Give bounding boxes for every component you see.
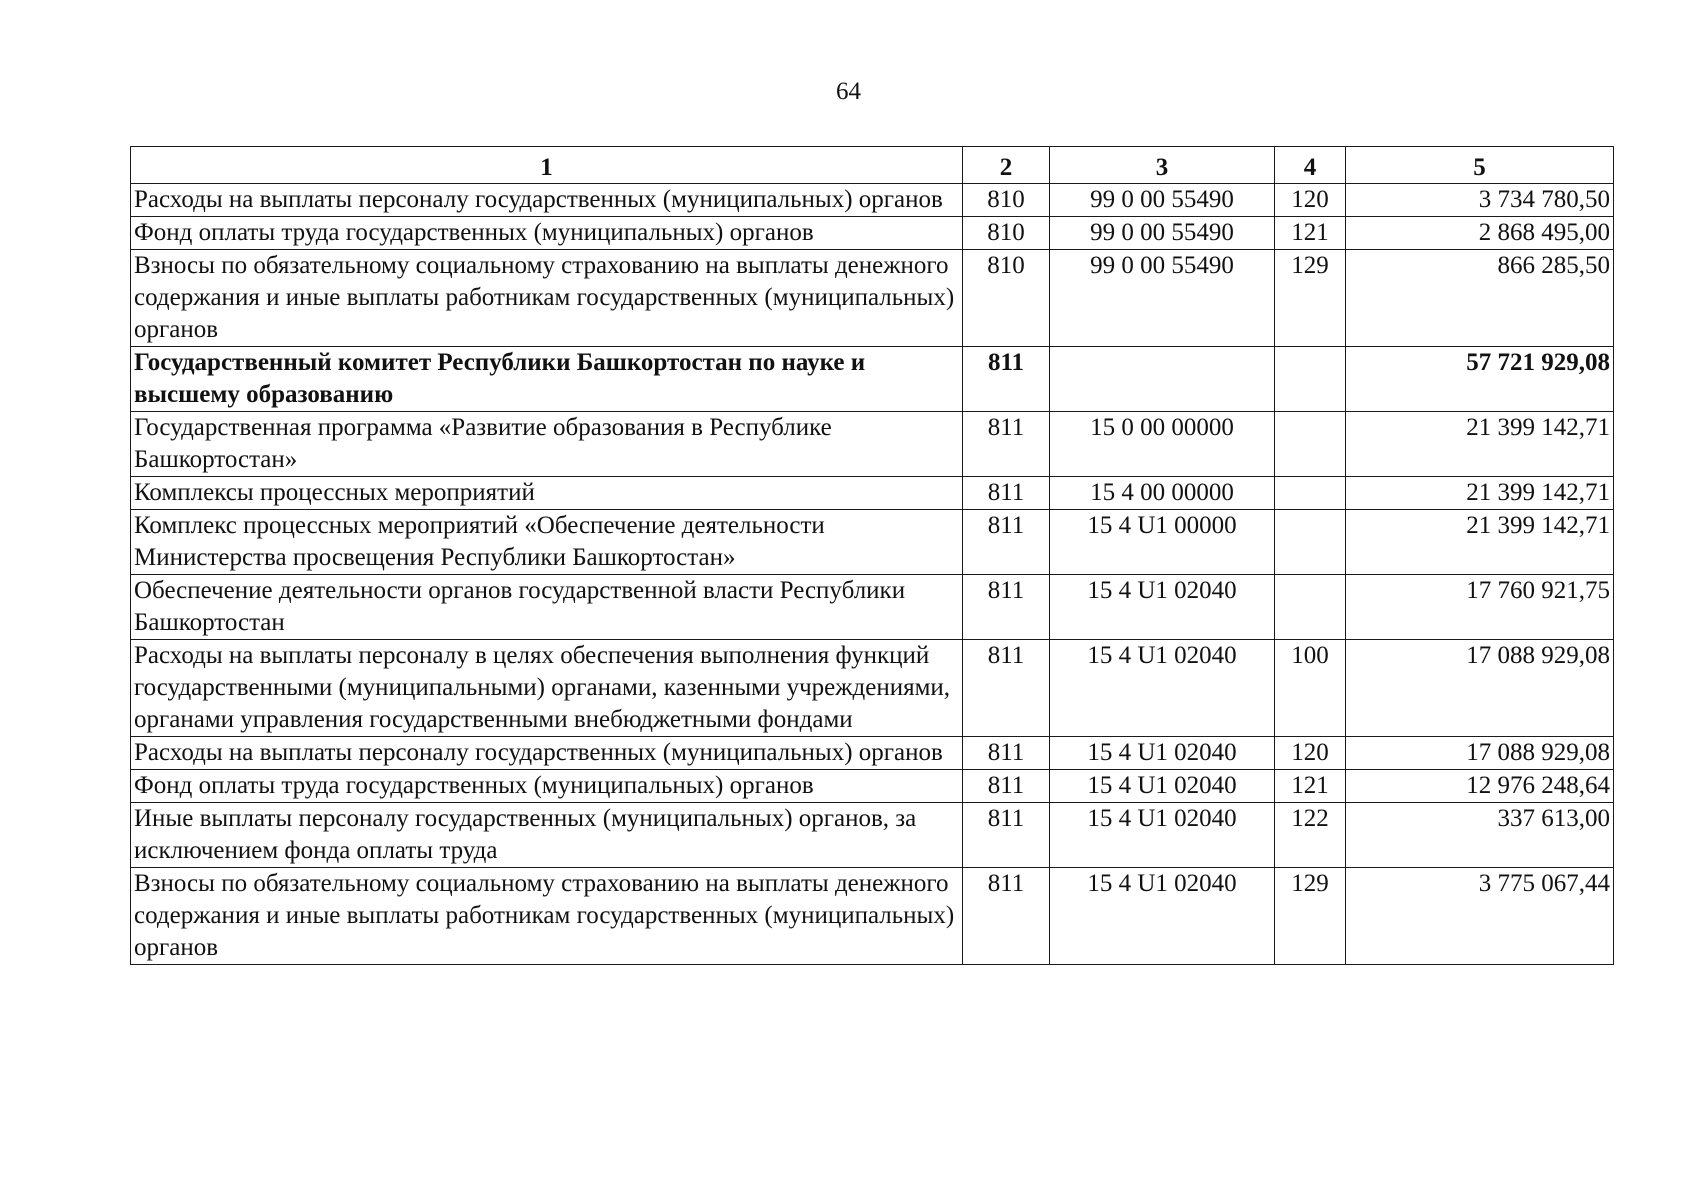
- row-csr-code: 15 4 U1 02040: [1050, 803, 1275, 868]
- row-name: Расходы на выплаты персоналу в целях обеспечения выполнения функций государственными (муниципальными) органами, казенными учреждениями, органами управления государственными внебюджетными фондами: [131, 640, 963, 737]
- page-number: 64: [836, 78, 861, 105]
- row-gr-code: 811: [963, 770, 1050, 803]
- row-vr-code: 120: [1275, 737, 1346, 770]
- row-sum: 17 088 929,08: [1346, 737, 1614, 770]
- row-vr-code: [1275, 347, 1346, 412]
- row-gr-code: 811: [963, 640, 1050, 737]
- row-csr-code: 15 4 U1 02040: [1050, 640, 1275, 737]
- row-vr-code: 100: [1275, 640, 1346, 737]
- row-gr-code: 811: [963, 510, 1050, 575]
- row-name: Обеспечение деятельности органов государственной власти Республики Башкортостан: [131, 575, 963, 640]
- row-name: Расходы на выплаты персоналу государственных (муниципальных) органов: [131, 184, 963, 217]
- table-row: [131, 868, 1614, 965]
- row-csr-code: 15 4 U1 02040: [1050, 737, 1275, 770]
- table-row: [131, 250, 1614, 347]
- row-vr-code: 129: [1275, 250, 1346, 347]
- row-sum: 337 613,00: [1346, 803, 1614, 868]
- table-row: [131, 803, 1614, 868]
- row-name: Комплекс процессных мероприятий «Обеспечение деятельности Министерства просвещения Республики Башкортостан»: [131, 510, 963, 575]
- row-csr-code: 15 0 00 00000: [1050, 412, 1275, 477]
- row-gr-code: 811: [963, 575, 1050, 640]
- row-sum: 866 285,50: [1346, 250, 1614, 347]
- row-vr-code: 121: [1275, 217, 1346, 250]
- row-sum: 17 760 921,75: [1346, 575, 1614, 640]
- table-row: [131, 737, 1614, 770]
- row-vr-code: 122: [1275, 803, 1346, 868]
- column-header: 4: [1275, 147, 1346, 184]
- table-row: [131, 217, 1614, 250]
- table-row: [131, 412, 1614, 477]
- row-name: Расходы на выплаты персоналу государственных (муниципальных) органов: [131, 737, 963, 770]
- table-row-section-heading: [131, 347, 1614, 412]
- table-row: [131, 575, 1614, 640]
- row-sum: 21 399 142,71: [1346, 510, 1614, 575]
- row-gr-code: 810: [963, 217, 1050, 250]
- row-sum: 21 399 142,71: [1346, 477, 1614, 510]
- row-csr-code: 99 0 00 55490: [1050, 250, 1275, 347]
- column-header: 2: [963, 147, 1050, 184]
- row-sum: 57 721 929,08: [1346, 347, 1614, 412]
- row-vr-code: 120: [1275, 184, 1346, 217]
- row-csr-code: 15 4 U1 00000: [1050, 510, 1275, 575]
- row-name: Комплексы процессных мероприятий: [131, 477, 963, 510]
- row-gr-code: 810: [963, 184, 1050, 217]
- row-gr-code: 811: [963, 347, 1050, 412]
- row-gr-code: 810: [963, 250, 1050, 347]
- row-name: Взносы по обязательному социальному страхованию на выплаты денежного содержания и иные выплаты работникам государственных (муниципальных) органов: [131, 250, 963, 347]
- table-row: [131, 770, 1614, 803]
- row-csr-code: 15 4 U1 02040: [1050, 770, 1275, 803]
- row-name: Государственная программа «Развитие образования в Республике Башкортостан»: [131, 412, 963, 477]
- row-name: Фонд оплаты труда государственных (муниципальных) органов: [131, 770, 963, 803]
- row-sum: 3 734 780,50: [1346, 184, 1614, 217]
- table-row: [131, 640, 1614, 737]
- table-header-row: [131, 147, 1614, 184]
- row-sum: 12 976 248,64: [1346, 770, 1614, 803]
- row-csr-code: [1050, 347, 1275, 412]
- row-gr-code: 811: [963, 477, 1050, 510]
- column-header: 1: [131, 147, 963, 184]
- table-row: [131, 184, 1614, 217]
- row-csr-code: 99 0 00 55490: [1050, 184, 1275, 217]
- table-row: [131, 510, 1614, 575]
- row-gr-code: 811: [963, 868, 1050, 965]
- row-sum: 21 399 142,71: [1346, 412, 1614, 477]
- row-name: Взносы по обязательному социальному страхованию на выплаты денежного содержания и иные выплаты работникам государственных (муниципальных) органов: [131, 868, 963, 965]
- row-csr-code: 15 4 U1 02040: [1050, 868, 1275, 965]
- row-vr-code: [1275, 510, 1346, 575]
- budget-table: [130, 146, 1614, 965]
- row-vr-code: 121: [1275, 770, 1346, 803]
- row-vr-code: [1275, 477, 1346, 510]
- row-sum: 3 775 067,44: [1346, 868, 1614, 965]
- row-gr-code: 811: [963, 803, 1050, 868]
- row-name: Иные выплаты персоналу государственных (муниципальных) органов, за исключением фонда оплаты труда: [131, 803, 963, 868]
- row-gr-code: 811: [963, 412, 1050, 477]
- row-vr-code: [1275, 412, 1346, 477]
- row-vr-code: 129: [1275, 868, 1346, 965]
- row-csr-code: 15 4 U1 02040: [1050, 575, 1275, 640]
- column-header: 3: [1050, 147, 1275, 184]
- row-name: Государственный комитет Республики Башкортостан по науке и высшему образованию: [131, 347, 963, 412]
- row-name: Фонд оплаты труда государственных (муниципальных) органов: [131, 217, 963, 250]
- row-sum: 2 868 495,00: [1346, 217, 1614, 250]
- row-csr-code: 99 0 00 55490: [1050, 217, 1275, 250]
- row-vr-code: [1275, 575, 1346, 640]
- row-csr-code: 15 4 00 00000: [1050, 477, 1275, 510]
- table-row: [131, 477, 1614, 510]
- column-header: 5: [1346, 147, 1614, 184]
- row-gr-code: 811: [963, 737, 1050, 770]
- row-sum: 17 088 929,08: [1346, 640, 1614, 737]
